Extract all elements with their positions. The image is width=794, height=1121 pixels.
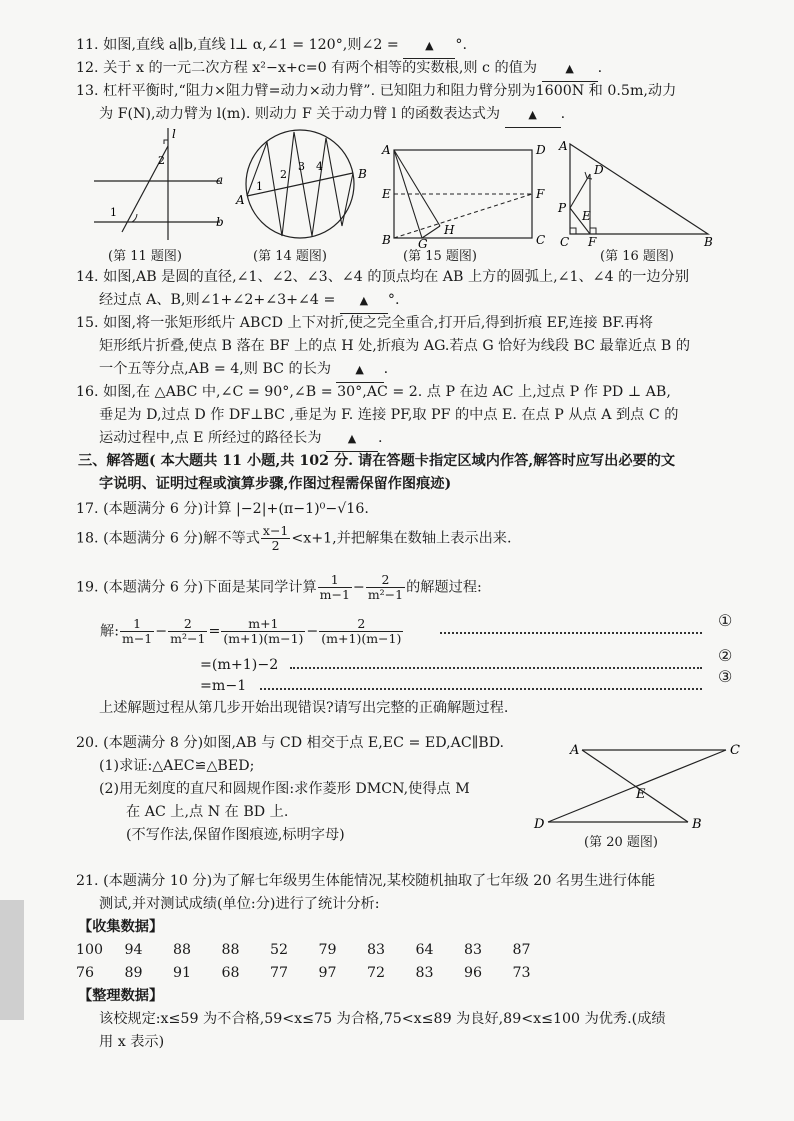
segment-cd <box>548 750 726 822</box>
figure-20 <box>530 738 744 832</box>
question-20-note: (不写作法,保留作图痕迹,标明字母) <box>126 827 345 843</box>
solution-step-1: 解: $\frac{1}{m-1}$ − $\frac{2}{\text{m²−1}}$ = $\frac{m+1}{(m+1)(m-1)}$ − $\frac{2}{(m+1)(m-1)}$ <box>100 616 402 646</box>
caption-fig-20: (第 20 题图) <box>584 835 658 850</box>
label-D: D <box>594 163 604 177</box>
segment-ab <box>582 750 688 822</box>
label-A: A <box>382 143 391 157</box>
rectangle-abcd <box>394 150 532 238</box>
label-H: H <box>444 223 455 237</box>
figure-16 <box>556 138 716 250</box>
label-A: A <box>236 193 245 207</box>
fraction: $\frac{m+1}{(m+1)(m-1)}$ <box>223 616 304 646</box>
solution-step-3: =m−1 <box>200 678 247 694</box>
step-marker-2: ② <box>718 646 733 665</box>
right-angle-mark <box>164 140 168 144</box>
question-20-part1: (1)求证:△AEC≌△BED; <box>99 758 255 774</box>
angle-arc <box>132 214 137 222</box>
margin-strip <box>0 900 24 1020</box>
label-E: E <box>636 787 646 802</box>
question-19-ask: 上述解题过程从第几步开始出现错误?请写出完整的正确解题过程. <box>99 700 509 716</box>
label-E: E <box>582 209 591 223</box>
label-2: 2 <box>280 168 287 181</box>
label-3: 3 <box>298 160 305 173</box>
answer-blank: ▲ <box>505 103 561 128</box>
question-13-line1: 13. 杠杆平衡时,“阻力×阻力臂=动力×动力臂”. 已知阻力和阻力臂分别为1600N 和 0.5m,动力 <box>76 83 677 99</box>
label-C: C <box>536 233 546 247</box>
question-20-part2-cont: 在 AC 上,点 N 在 BD 上. <box>126 804 289 820</box>
question-20-part2: (2)用无刻度的直尺和圆规作图:求作菱形 DMCN,使得点 M <box>99 781 470 797</box>
figure-15 <box>380 142 550 248</box>
label-l: l <box>172 127 176 141</box>
right-angle-c <box>570 228 576 234</box>
figure-11 <box>92 126 230 244</box>
data-row-1: 100 94 88 88 52 79 83 64 83 87 <box>76 942 531 958</box>
answer-blank: ▲ <box>340 289 388 314</box>
fraction: $\frac{2}{\text{m²−1}}$ <box>367 572 404 602</box>
section-3-heading-line1: 三、解答题( 本大题共 11 小题,共 102 分. 请在答题卡指定区域内作答,解答时应写出必要的文 <box>78 453 676 469</box>
label-angle-1: 1 <box>110 206 117 219</box>
label-C: C <box>730 743 740 758</box>
step-marker-3: ③ <box>718 667 733 686</box>
dotted-leader <box>260 688 702 690</box>
organize-data-heading: 【整理数据】 <box>78 988 164 1004</box>
label-4: 4 <box>316 160 323 173</box>
label-F: F <box>536 187 545 201</box>
question-14-line2: 经过点 A、B,则∠1+∠2+∠3+∠4 = ▲ °. <box>99 289 399 314</box>
label-B: B <box>704 235 713 249</box>
caption-fig-14: (第 14 题图) <box>253 249 327 264</box>
label-a: a <box>216 173 224 187</box>
right-angle-f <box>590 228 596 234</box>
label-D: D <box>534 817 545 832</box>
fraction: $\frac{2}{\text{m²−1}}$ <box>170 616 206 646</box>
label-A: A <box>559 139 568 153</box>
question-18: 18. (本题满分 6 分)解不等式 $\frac{x-1}{2}$ <x+1,并把解集在数轴上表示出来. <box>76 523 512 553</box>
label-b: b <box>216 215 224 229</box>
question-21-line2: 测试,并对测试成绩(单位:分)进行了统计分析: <box>99 896 380 912</box>
label-1: 1 <box>256 180 263 193</box>
question-17: 17. (本题满分 6 分)计算 |−2|+(π−1)⁰−√16. <box>76 501 369 517</box>
caption-fig-16: (第 16 题图) <box>600 249 674 264</box>
question-16-line1: 16. 如图,在 △ABC 中,∠C = 90°,∠B = 30°,AC = 2. 点 P 在边 AC 上,过点 P 作 PD ⊥ AB, <box>76 384 671 400</box>
label-A: A <box>570 743 580 758</box>
grading-rule-line2: 用 x 表示) <box>99 1034 165 1050</box>
label-F: F <box>588 235 597 249</box>
answer-blank: ▲ <box>542 57 598 82</box>
label-E: E <box>382 187 391 201</box>
question-13-line2: 为 F(N),动力臂为 l(m). 则动力 F 关于动力臂 l 的函数表达式为 ▲ . <box>99 103 565 128</box>
question-15-line2: 矩形纸片折叠,使点 B 落在 BF 上的点 H 处,折痕为 AG.若点 G 恰好为线段 BC 最靠近点 B 的 <box>99 338 691 354</box>
segment-ah <box>394 150 440 226</box>
label-C: C <box>560 235 570 249</box>
question-14-line1: 14. 如图,AB 是圆的直径,∠1、∠2、∠3、∠4 的顶点均在 AB 上方的圆弧上,∠1、∠4 的一边分别 <box>76 269 690 285</box>
answer-blank: ▲ <box>326 427 378 452</box>
data-row-2: 76 89 91 68 77 97 72 83 96 73 <box>76 965 531 981</box>
solution-step-2: =(m+1)−2 <box>200 657 279 673</box>
label-B: B <box>692 817 702 832</box>
label-G: G <box>418 237 428 248</box>
segment-pd <box>570 174 590 208</box>
figure-14 <box>234 126 374 244</box>
question-20-line1: 20. (本题满分 8 分)如图,AB 与 CD 相交于点 E,EC = ED,AC∥BD. <box>76 735 505 751</box>
answer-blank: ▲ <box>403 34 455 59</box>
dotted-leader <box>440 632 702 634</box>
label-D: D <box>536 143 546 157</box>
question-15-line1: 15. 如图,将一张矩形纸片 ABCD 上下对折,使之完全重合,打开后,得到折痕 EF,连接 BF.再将 <box>76 315 654 331</box>
question-15-line3: 一个五等分点,AB = 4,则 BC 的长为 ▲ . <box>99 358 388 383</box>
answer-blank: ▲ <box>336 358 384 383</box>
caption-fig-15: (第 15 题图) <box>403 249 477 264</box>
question-12: 12. 关于 x 的一元二次方程 x²−x+c=0 有两个相等的实数根,则 c 的值为 ▲ . <box>76 57 602 82</box>
collect-data-heading: 【收集数据】 <box>78 919 164 935</box>
fraction: $\frac{2}{(m+1)(m-1)}$ <box>321 616 402 646</box>
label-angle-2: 2 <box>158 154 165 167</box>
dotted-leader <box>290 667 702 669</box>
section-3-heading-line2: 字说明、证明过程或演算步骤,作图过程需保留作图痕迹) <box>99 476 452 492</box>
fraction: $\frac{1}{m-1}$ <box>319 572 350 602</box>
caption-fig-11: (第 11 题图) <box>108 249 182 264</box>
label-B: B <box>382 233 391 247</box>
question-16-line3: 运动过程中,点 E 所经过的路径长为 ▲ . <box>99 427 383 452</box>
fraction: $\frac{x-1}{2}$ <box>262 523 289 553</box>
label-P: P <box>558 201 567 215</box>
question-19: 19. (本题满分 6 分)下面是某同学计算 $\frac{1}{m-1}$ − $\frac{2}{\text{m²−1}}$ 的解题过程: <box>76 572 482 602</box>
question-11: 11. 如图,直线 a∥b,直线 l⊥ α,∠1 = 120°,则∠2 = ▲ °. <box>76 34 467 59</box>
grading-rule-line1: 该校规定:x≤59 为不合格,59<x≤75 为合格,75<x≤89 为良好,89<x≤100 为优秀.(成绩 <box>99 1011 666 1027</box>
fraction: $\frac{1}{m-1}$ <box>121 616 153 646</box>
label-B: B <box>358 167 367 181</box>
step-marker-1: ① <box>718 611 733 630</box>
question-16-line2: 垂足为 D,过点 D 作 DF⊥BC ,垂足为 F. 连接 PF,取 PF 的中点 E. 在点 P 从点 A 到点 C 的 <box>99 407 679 423</box>
question-21-line1: 21. (本题满分 10 分)为了解七年级男生体能情况,某校随机抽取了七年级 20 名男生进行体能 <box>76 873 656 889</box>
